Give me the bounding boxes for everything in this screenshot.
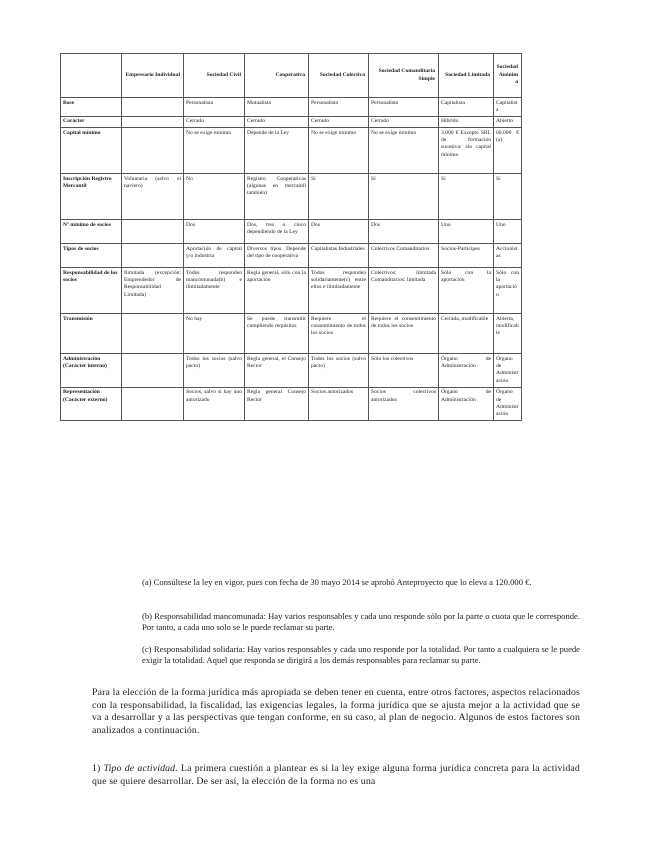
table-cell <box>122 128 184 174</box>
footnote-b: (b) Responsabilidad mancomunada: Hay varios responsables y cada uno responde sólo por la parte o cuota que le corresponde. Por tanto, a cada uno solo se le puede reclamar su parte. <box>142 611 580 633</box>
table-cell: Cerrado <box>184 116 245 127</box>
table-cell <box>122 244 184 268</box>
table-cell: Dos <box>309 220 369 244</box>
table-row <box>61 220 522 244</box>
table-cell: 3.000 € Excepto SRL de formación sucesiva: sin capital mínimo <box>439 128 494 174</box>
table-cell: Ilimitada (excepción: Emprendedor de Responsabilidad Limitada) <box>122 268 184 314</box>
table-row <box>61 354 522 388</box>
column-header: Sociedad Civil <box>184 54 245 98</box>
row-label: Transmisión <box>61 314 122 354</box>
row-label: Responsabilidad de los socios <box>61 268 122 314</box>
table-cell: Aportación de capital y/o industria <box>184 244 245 268</box>
row-label: Inscripción Registro Mercantil <box>61 174 122 220</box>
table-cell: Cerrado <box>369 116 439 127</box>
table-cell: Órgano de Administración <box>439 354 494 388</box>
table-cell: Regla general, sólo con la aportación <box>245 268 309 314</box>
table-cell: Todos los socios (salvo pacto) <box>184 354 245 388</box>
footnote-c: (c) Responsabilidad solidaria: Hay varios responsables y cada uno responde por la totalidad. Por tanto a cualquiera se le puede exigir la totalidad. Aquel que responda se dirigirá a los demás responsables para reclamar su parte. <box>142 644 580 666</box>
table-cell: Personalista <box>309 98 369 117</box>
list-number: 1) <box>92 763 101 774</box>
table-cell: Capitalistas Industriales <box>309 244 369 268</box>
table-cell: Sí <box>439 174 494 220</box>
column-header <box>61 54 122 98</box>
table-cell: Dos <box>184 220 245 244</box>
table-cell: Todos responden solidariamente(c) entre ellos e ilimitadamente <box>309 268 369 314</box>
table-cell <box>122 387 184 421</box>
table-row <box>61 174 522 220</box>
row-label: Representación (Carácter externo) <box>61 387 122 421</box>
table-cell: Registro Cooperativas (algunas en mercantil también) <box>245 174 309 220</box>
table-row <box>61 128 522 174</box>
table-cell: Accionistas <box>494 244 522 268</box>
paragraph-text: La primera cuestión a plantear es si la ley exige alguna forma jurídica concreta para la actividad que se quiere desarrollar. De ser así, la elección de la forma no es una <box>92 763 580 787</box>
table-cell: No se exige mínimo <box>369 128 439 174</box>
table-cell: Mutualista <box>245 98 309 117</box>
table-cell: No se exige mínimo <box>309 128 369 174</box>
table-cell: Sí <box>369 174 439 220</box>
table-cell: Sí <box>494 174 522 220</box>
table-body <box>61 98 522 421</box>
table-row <box>61 314 522 354</box>
table-header <box>61 54 522 98</box>
table-cell: Regla general Consejo Rector <box>245 387 309 421</box>
table-cell: Voluntaria (salvo el naviero) <box>122 174 184 220</box>
footnote-a: (a) Consúltese la ley en vigor, pues con fecha de 30 mayo 2014 se aprobó Anteproyecto que lo eleva a 120.000 €. <box>142 577 532 587</box>
table-cell: Socios autorizados <box>309 387 369 421</box>
table-cell: Personalista <box>184 98 245 117</box>
legal-forms-table <box>60 53 522 421</box>
table-cell <box>122 220 184 244</box>
table-cell: Colectivos: ilimitada Comanditarios: limitada <box>369 268 439 314</box>
table-cell: Sólo los colectivos <box>369 354 439 388</box>
column-header: Empresario Individual <box>122 54 184 98</box>
header-row <box>61 54 522 98</box>
column-header: Sociedad Colectiva <box>309 54 369 98</box>
table-cell: Abierta, modificable <box>494 314 522 354</box>
column-header: Sociedad Anónima <box>494 54 522 98</box>
row-label: Administración (Carácter interno) <box>61 354 122 388</box>
body-paragraph-1: Para la elección de la forma jurídica más apropiada se deben tener en cuenta, entre otros factores, aspectos relacionados con la responsabilidad, la fiscalidad, las exigencias legales, la forma jurídica que se ajusta mejor a la actividad que se va a desarrollar y a las perspectivas que tengan conforme, en su caso, al plan de negocio. Algunos de estos factores son analizados a continuación. <box>92 687 580 737</box>
table-cell <box>122 116 184 127</box>
table-cell: Dos, tres o cinco dependiendo de la Ley <box>245 220 309 244</box>
row-label: Base <box>61 98 122 117</box>
table-cell: Requiere el consentimiento de todos los socios <box>309 314 369 354</box>
table-cell: Socios-Partícipes <box>439 244 494 268</box>
table-cell: Requiere el consentimiento de todos los socios <box>369 314 439 354</box>
column-header: Cooperativa <box>245 54 309 98</box>
emphasis-term: Tipo de actividad. <box>103 763 178 774</box>
table-cell: Socios colectivos autorizados <box>369 387 439 421</box>
table-row <box>61 387 522 421</box>
table-cell: Regla general, el Consejo Rector <box>245 354 309 388</box>
table-cell <box>122 354 184 388</box>
table-cell <box>122 314 184 354</box>
table-cell: Socios, salvo si hay uno autorizado <box>184 387 245 421</box>
row-label: Nº mínimo de socios <box>61 220 122 244</box>
table-cell: Depende de la Ley <box>245 128 309 174</box>
table-cell: Abierto <box>494 116 522 127</box>
table-cell: Capitalista <box>494 98 522 117</box>
column-header: Sociedad Comanditaria Simple <box>369 54 439 98</box>
table-cell: Diversos tipos. Depende del tipo de cooperativa <box>245 244 309 268</box>
row-label: Carácter <box>61 116 122 127</box>
table-cell: Todos los socios (salvo pacto) <box>309 354 369 388</box>
column-header: Sociedad Limitada <box>439 54 494 98</box>
table-cell: Cerrado <box>309 116 369 127</box>
table-cell: No <box>184 174 245 220</box>
table-cell: Todos responden mancomunada(b) e ilimitadamente <box>184 268 245 314</box>
table-cell: Sí <box>309 174 369 220</box>
table-cell: Órgano de Administración <box>494 354 522 388</box>
table-cell: No hay <box>184 314 245 354</box>
table-row <box>61 116 522 127</box>
table-cell: Dos <box>369 220 439 244</box>
table-cell: Cerrada, modificable <box>439 314 494 354</box>
table-cell: Uno <box>439 220 494 244</box>
table-cell: Órgano de Administración <box>439 387 494 421</box>
table-cell: Se puede transmitir cumpliendo requisitos <box>245 314 309 354</box>
table-cell: Órgano de Administración <box>494 387 522 421</box>
table-cell: Colectivos Comanditarios <box>369 244 439 268</box>
table-cell: Cerrado <box>245 116 309 127</box>
body-paragraph-2 <box>92 763 580 788</box>
table-cell: Híbrido <box>439 116 494 127</box>
table-row <box>61 98 522 117</box>
table-cell: Capitalista <box>439 98 494 117</box>
table-row <box>61 244 522 268</box>
table-cell: Sólo con la aportación <box>439 268 494 314</box>
table-cell: 60.000 €(a) <box>494 128 522 174</box>
row-label: Tipos de socios <box>61 244 122 268</box>
table-cell: Uno <box>494 220 522 244</box>
table-cell: Sólo con la aportación <box>494 268 522 314</box>
table-row <box>61 268 522 314</box>
table-cell <box>122 98 184 117</box>
table-cell: Personalista <box>369 98 439 117</box>
table-cell: No se exige mínimo <box>184 128 245 174</box>
row-label: Capital mínimo <box>61 128 122 174</box>
